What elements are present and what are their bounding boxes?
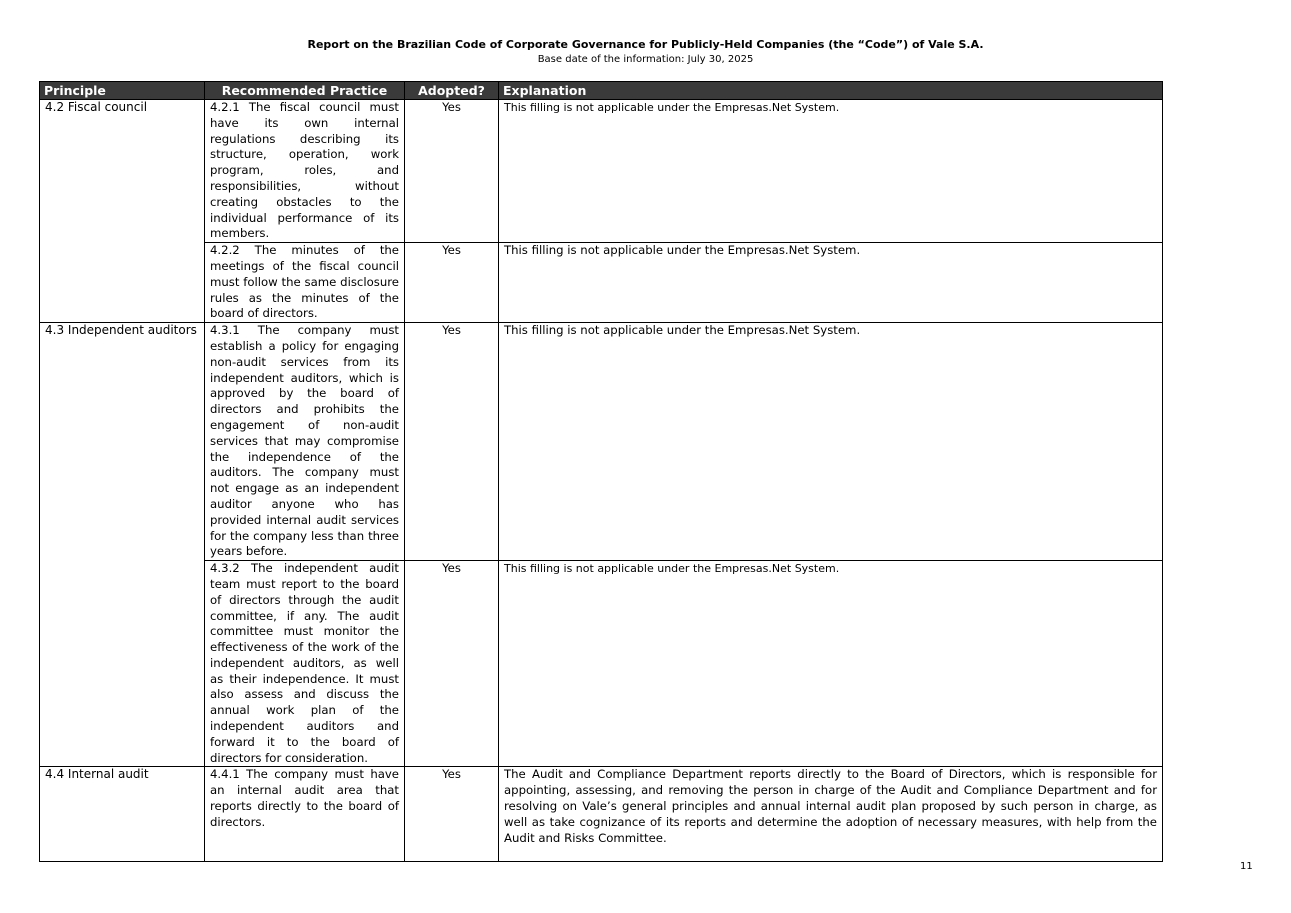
table-row bbox=[40, 767, 1163, 862]
table-row bbox=[40, 323, 1163, 561]
adopted-cell: Yes bbox=[405, 767, 499, 862]
explanation-cell: This filling is not applicable under the Empresas.Net System. bbox=[499, 100, 1163, 243]
practice-cell: 4.2.2 The minutes of the meetings of the fiscal council must follow the same disclosure rules as the minutes of the board of directors. bbox=[205, 243, 405, 323]
practice-cell: 4.2.1 The fiscal council must have its own internal regulations describing its structure, operation, work program, roles, and responsibilities, without creating obstacles to the individual performance of its members. bbox=[205, 100, 405, 243]
adopted-cell: Yes bbox=[405, 561, 499, 767]
adopted-cell: Yes bbox=[405, 243, 499, 323]
column-header-principle: Principle bbox=[40, 82, 205, 100]
practice-cell: 4.4.1 The company must have an internal audit area that reports directly to the board of directors. bbox=[205, 767, 405, 862]
table-row bbox=[40, 243, 1163, 323]
page-number: 11 bbox=[1240, 861, 1253, 872]
column-header-practice: Recommended Practice bbox=[205, 82, 405, 100]
explanation-cell: This filling is not applicable under the Empresas.Net System. bbox=[499, 561, 1163, 767]
principle-cell: 4.2 Fiscal council bbox=[40, 100, 205, 323]
practice-cell: 4.3.2 The independent audit team must report to the board of directors through the audit committee, if any. The audit committee must monitor the effectiveness of the work of the independent auditors, as well as their independence. It must also assess and discuss the annual work plan of the independent auditors and forward it to the board of directors for consideration. bbox=[205, 561, 405, 767]
explanation-cell: The Audit and Compliance Department reports directly to the Board of Directors, which is responsible for appointing, assessing, and removing the person in charge of the Audit and Compliance Department and for resolving on Vale’s general principles and annual internal audit plan proposed by such person in charge, as well as take cognizance of its reports and determine the adoption of necessary measures, with help from the Audit and Risks Committee. bbox=[499, 767, 1163, 862]
adopted-cell: Yes bbox=[405, 323, 499, 561]
base-date: Base date of the information: July 30, 2025 bbox=[537, 54, 754, 65]
table-row bbox=[40, 561, 1163, 767]
column-header-explanation: Explanation bbox=[499, 82, 1163, 100]
explanation-cell: This filling is not applicable under the Empresas.Net System. bbox=[499, 243, 1163, 323]
practice-cell: 4.3.1 The company must establish a policy for engaging non-audit services from its independent auditors, which is approved by the board of directors and prohibits the engagement of non-audit services that may compromise the independence of the auditors. The company must not engage as an independent auditor anyone who has provided internal audit services for the company less than three years before. bbox=[205, 323, 405, 561]
adopted-cell: Yes bbox=[405, 100, 499, 243]
report-title: Report on the Brazilian Code of Corporate Governance for Publicly-Held Companies (the “Code”) of Vale S.A. bbox=[307, 38, 984, 51]
governance-table bbox=[39, 81, 1163, 862]
table-header-row bbox=[40, 82, 1163, 100]
table-row bbox=[40, 100, 1163, 243]
explanation-cell: This filling is not applicable under the Empresas.Net System. bbox=[499, 323, 1163, 561]
principle-cell: 4.4 Internal audit bbox=[40, 767, 205, 862]
principle-cell: 4.3 Independent auditors bbox=[40, 323, 205, 767]
column-header-adopted: Adopted? bbox=[405, 82, 499, 100]
